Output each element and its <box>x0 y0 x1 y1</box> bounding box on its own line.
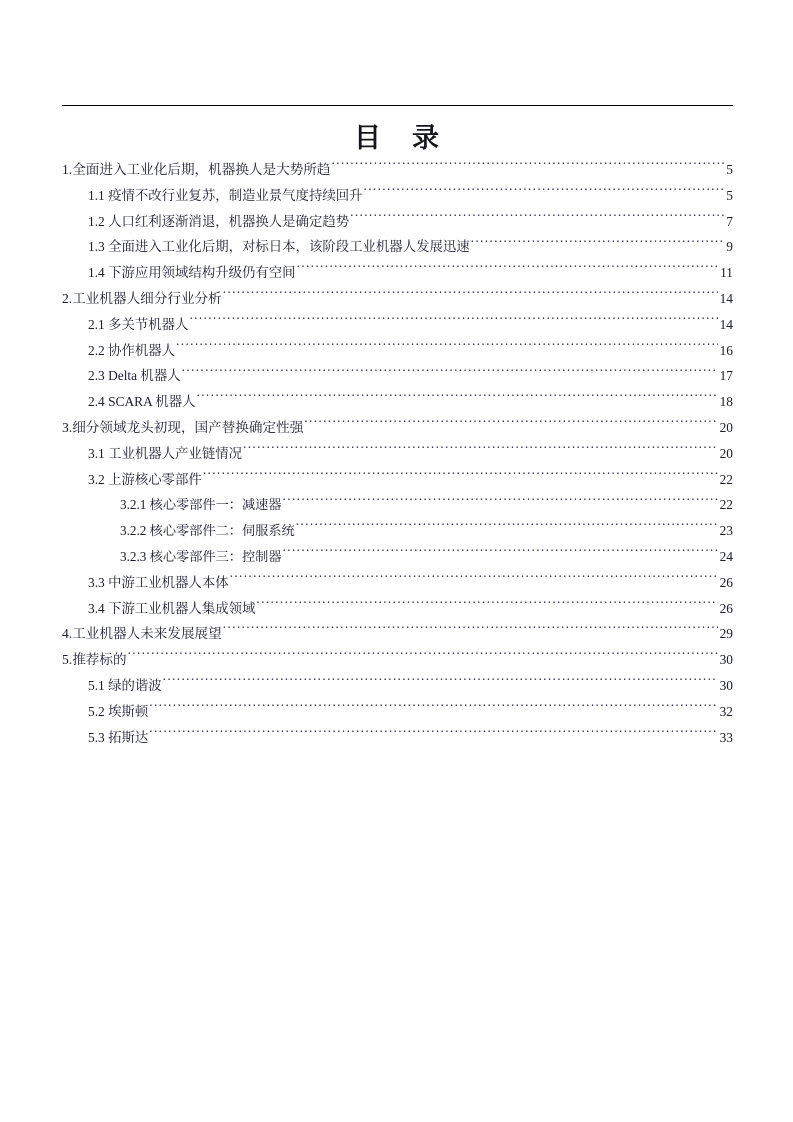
toc-dot-leader <box>297 264 719 277</box>
toc-entry-page-number: 18 <box>719 394 733 410</box>
toc-entry-page-number: 23 <box>719 523 733 539</box>
toc-entry-label: 3.2.2 核心零部件二：伺服系统 <box>120 523 295 539</box>
toc-entry-page-number: 22 <box>719 497 733 513</box>
toc-entry[interactable] <box>62 260 733 286</box>
toc-entry[interactable] <box>62 467 733 493</box>
toc-dot-leader <box>182 367 718 380</box>
toc-entry[interactable] <box>62 363 733 389</box>
toc-entry[interactable] <box>62 183 733 209</box>
toc-entry[interactable] <box>62 157 733 183</box>
toc-entry-page-number: 20 <box>719 419 733 435</box>
toc-dot-leader <box>176 341 718 354</box>
toc-dot-leader <box>163 677 718 690</box>
toc-dot-leader <box>203 470 718 483</box>
toc-entry[interactable] <box>62 647 733 673</box>
toc-entry[interactable] <box>62 492 733 518</box>
toc-entry-page-number: 29 <box>719 626 733 642</box>
toc-dot-leader <box>304 419 717 432</box>
toc-entry-label: 3.3 中游工业机器人本体 <box>88 574 229 590</box>
toc-entry-page-number: 14 <box>719 316 733 332</box>
toc-dot-leader <box>350 212 724 225</box>
toc-entry[interactable] <box>62 699 733 725</box>
toc-dot-leader <box>189 315 717 328</box>
toc-dot-leader <box>149 702 717 715</box>
toc-entry-label: 3.1 工业机器人产业链情况 <box>88 445 242 461</box>
toc-entry[interactable] <box>62 209 733 235</box>
toc-entry-label: 5.1 绿的谐波 <box>88 677 162 693</box>
toc-entry[interactable] <box>62 621 733 647</box>
toc-entry-label: 1.全面进入工业化后期，机器换人是大势所趋 <box>62 162 331 177</box>
toc-entry-page-number: 26 <box>719 600 733 616</box>
toc-entry-label: 1.3 全面进入工业化后期，对标日本，该阶段工业机器人发展迅速 <box>88 239 470 255</box>
toc-entry-label: 1.4 下游应用领域结构升级仍有空间 <box>88 265 296 281</box>
toc-dot-leader <box>223 290 718 303</box>
toc-entry-label: 2.工业机器人细分行业分析 <box>62 290 222 306</box>
toc-entry[interactable] <box>62 596 733 622</box>
toc-entry[interactable] <box>62 338 733 364</box>
header-divider <box>62 105 733 106</box>
toc-dot-leader <box>283 548 718 561</box>
toc-entry-page-number: 5 <box>726 187 733 203</box>
toc-entry[interactable] <box>62 441 733 467</box>
table-of-contents-list <box>62 157 733 750</box>
toc-entry-page-number: 16 <box>719 342 733 358</box>
toc-entry-label: 3.2 上游核心零部件 <box>88 471 202 487</box>
toc-entry-label: 2.1 多关节机器人 <box>88 316 189 332</box>
toc-dot-leader <box>243 444 718 457</box>
toc-dot-leader <box>331 161 724 174</box>
toc-dot-leader <box>283 496 718 509</box>
toc-entry-page-number: 33 <box>719 729 733 745</box>
toc-dot-leader <box>364 186 725 199</box>
page-title: 目 录 <box>354 123 441 154</box>
toc-entry-page-number: 26 <box>719 574 733 590</box>
toc-entry[interactable] <box>62 673 733 699</box>
toc-entry[interactable] <box>62 570 733 596</box>
toc-entry-label: 3.2.1 核心零部件一：减速器 <box>120 497 282 513</box>
toc-entry-label: 2.2 协作机器人 <box>88 342 176 358</box>
toc-entry[interactable] <box>62 415 733 441</box>
toc-dot-leader <box>256 599 717 612</box>
toc-entry-label: 3.4 下游工业机器人集成领域 <box>88 600 256 616</box>
toc-entry-page-number: 5 <box>726 162 733 177</box>
toc-entry-page-number: 17 <box>719 368 733 384</box>
toc-dot-leader <box>471 238 725 251</box>
toc-entry[interactable] <box>62 286 733 312</box>
toc-entry-label: 4.工业机器人未来发展展望 <box>62 626 222 642</box>
toc-entry[interactable] <box>62 725 733 751</box>
toc-entry-label: 2.4 SCARA 机器人 <box>88 394 196 410</box>
toc-entry-page-number: 32 <box>719 703 733 719</box>
toc-entry[interactable] <box>62 234 733 260</box>
toc-entry[interactable] <box>62 312 733 338</box>
toc-entry-page-number: 24 <box>719 548 733 564</box>
toc-entry-page-number: 30 <box>719 652 733 668</box>
toc-entry-page-number: 30 <box>719 677 733 693</box>
toc-entry-page-number: 22 <box>719 471 733 487</box>
toc-entry-page-number: 11 <box>720 265 733 281</box>
toc-entry-page-number: 20 <box>719 445 733 461</box>
toc-entry-page-number: 14 <box>719 290 733 306</box>
toc-entry[interactable] <box>62 544 733 570</box>
toc-entry-label: 5.3 拓斯达 <box>88 729 149 745</box>
toc-dot-leader <box>128 651 718 664</box>
toc-dot-leader <box>223 625 718 638</box>
toc-entry-page-number: 9 <box>726 239 733 255</box>
toc-entry-label: 5.推荐标的 <box>62 652 127 668</box>
toc-entry-label: 2.3 Delta 机器人 <box>88 368 181 384</box>
toc-entry-label: 3.细分领域龙头初现，国产替换确定性强 <box>62 419 304 435</box>
toc-entry[interactable] <box>62 389 733 415</box>
toc-entry-page-number: 7 <box>726 213 733 229</box>
toc-entry-label: 3.2.3 核心零部件三：控制器 <box>120 548 282 564</box>
toc-dot-leader <box>197 393 718 406</box>
toc-dot-leader <box>149 728 717 741</box>
toc-entry-label: 1.1 疫情不改行业复苏，制造业景气度持续回升 <box>88 187 363 203</box>
toc-dot-leader <box>296 522 718 535</box>
toc-dot-leader <box>230 573 718 586</box>
toc-entry[interactable] <box>62 518 733 544</box>
toc-entry-label: 1.2 人口红利逐渐消退，机器换人是确定趋势 <box>88 213 350 229</box>
toc-entry-label: 5.2 埃斯顿 <box>88 703 149 719</box>
